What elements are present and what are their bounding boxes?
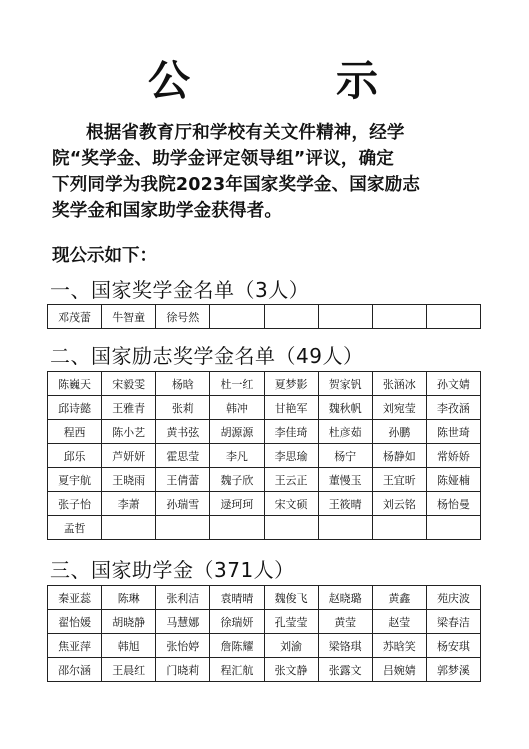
name-cell: 刘宛莹 (372, 396, 426, 420)
name-cell: 刘渝 (264, 634, 318, 658)
name-cell: 夏宇航 (48, 468, 102, 492)
name-cell (426, 305, 480, 329)
name-cell: 马慧娜 (156, 610, 210, 634)
section-heading-national-scholarship: 一、国家奖学金名单（3人） (50, 278, 310, 302)
name-cell: 焦亚萍 (48, 634, 102, 658)
name-cell: 黄鑫 (372, 586, 426, 610)
name-cell (156, 516, 210, 540)
name-cell: 邱诗懿 (48, 396, 102, 420)
name-cell: 陈小艺 (102, 420, 156, 444)
name-cell: 张子怡 (48, 492, 102, 516)
name-cell: 甘艳军 (264, 396, 318, 420)
name-cell: 黄书弦 (156, 420, 210, 444)
name-cell: 杨安琪 (426, 634, 480, 658)
name-cell: 牛智童 (102, 305, 156, 329)
name-cell: 孔莹莹 (264, 610, 318, 634)
name-cell (102, 516, 156, 540)
name-cell: 张莉 (156, 396, 210, 420)
name-cell: 袁晴晴 (210, 586, 264, 610)
name-cell: 韩冲 (210, 396, 264, 420)
name-cell: 秦亚蕊 (48, 586, 102, 610)
name-cell: 郭梦溪 (426, 658, 480, 682)
page-title (0, 56, 529, 106)
name-cell: 翟怡媛 (48, 610, 102, 634)
name-cell: 张文静 (264, 658, 318, 682)
name-cell: 王宜昕 (372, 468, 426, 492)
table-row (48, 468, 481, 492)
table-row (48, 634, 481, 658)
name-cell: 苑庆波 (426, 586, 480, 610)
table-row (48, 658, 481, 682)
title-char-2: 示 (336, 56, 379, 105)
name-cell: 李思瑜 (264, 444, 318, 468)
name-cell: 王晨红 (102, 658, 156, 682)
national-scholarship-table (47, 304, 481, 329)
name-cell: 魏子欣 (210, 468, 264, 492)
name-cell: 张涵冰 (372, 372, 426, 396)
name-cell: 孙鹏 (372, 420, 426, 444)
name-cell: 梁铬琪 (318, 634, 372, 658)
name-cell: 王倩蕾 (156, 468, 210, 492)
name-cell: 陈巍天 (48, 372, 102, 396)
name-cell: 魏秋帆 (318, 396, 372, 420)
table-row (48, 372, 481, 396)
name-cell: 詹陈耀 (210, 634, 264, 658)
name-cell (372, 305, 426, 329)
name-cell: 刘云铭 (372, 492, 426, 516)
name-cell (372, 516, 426, 540)
name-cell: 陈世琦 (426, 420, 480, 444)
name-cell: 王筱晴 (318, 492, 372, 516)
name-cell: 韩旭 (102, 634, 156, 658)
name-cell: 杜彦茹 (318, 420, 372, 444)
name-cell: 孟哲 (48, 516, 102, 540)
name-cell: 宋毅雯 (102, 372, 156, 396)
name-cell: 霍思莹 (156, 444, 210, 468)
name-cell: 王晓雨 (102, 468, 156, 492)
name-cell (318, 516, 372, 540)
name-cell: 邵尔涵 (48, 658, 102, 682)
name-cell: 杜一红 (210, 372, 264, 396)
name-cell: 李孜涵 (426, 396, 480, 420)
name-cell: 徐瑞妍 (210, 610, 264, 634)
name-cell: 杨晗 (156, 372, 210, 396)
intro-line: 根据省教育厅和学校有关文件精神，经学 (86, 123, 405, 143)
name-cell: 王云正 (264, 468, 318, 492)
name-cell: 张露文 (318, 658, 372, 682)
name-cell (318, 305, 372, 329)
intro-paragraph (52, 120, 472, 224)
table-row (48, 444, 481, 468)
subheading: 现公示如下： (52, 246, 157, 266)
name-cell: 李凡 (210, 444, 264, 468)
name-cell: 苏晗笑 (372, 634, 426, 658)
name-cell: 杨怡曼 (426, 492, 480, 516)
name-cell: 陈娅楠 (426, 468, 480, 492)
name-cell: 邱乐 (48, 444, 102, 468)
table-row (48, 305, 481, 329)
name-cell: 李萧 (102, 492, 156, 516)
name-cell: 王雅青 (102, 396, 156, 420)
inspirational-scholarship-table (47, 371, 481, 540)
name-cell: 黄莹 (318, 610, 372, 634)
name-cell: 陈琳 (102, 586, 156, 610)
name-cell: 芦妍妍 (102, 444, 156, 468)
table-row (48, 420, 481, 444)
name-cell: 夏梦影 (264, 372, 318, 396)
table-row (48, 492, 481, 516)
section-heading-national-grant: 三、国家助学金（371人） (50, 558, 295, 582)
table-row (48, 610, 481, 634)
name-cell (426, 516, 480, 540)
name-cell: 赵晓璐 (318, 586, 372, 610)
name-cell: 常娇娇 (426, 444, 480, 468)
name-cell: 杨静如 (372, 444, 426, 468)
name-cell: 魏俊飞 (264, 586, 318, 610)
name-cell (210, 305, 264, 329)
name-cell: 逯珂珂 (210, 492, 264, 516)
name-cell: 李佳琦 (264, 420, 318, 444)
table-row (48, 586, 481, 610)
title-char-1: 公 (148, 56, 191, 105)
name-cell: 徐号然 (156, 305, 210, 329)
name-cell (264, 305, 318, 329)
name-cell: 孙文婧 (426, 372, 480, 396)
name-cell: 杨宁 (318, 444, 372, 468)
name-cell: 贺家钒 (318, 372, 372, 396)
section-heading-inspirational-scholarship: 二、国家励志奖学金名单（49人） (50, 344, 364, 368)
national-grant-table (47, 585, 481, 682)
name-cell: 程汇航 (210, 658, 264, 682)
name-cell: 梁春洁 (426, 610, 480, 634)
name-cell: 赵莹 (372, 610, 426, 634)
name-cell: 门晓莉 (156, 658, 210, 682)
name-cell: 邓茂蕾 (48, 305, 102, 329)
name-cell: 胡晓静 (102, 610, 156, 634)
table-row (48, 396, 481, 420)
name-cell: 程西 (48, 420, 102, 444)
name-cell: 孙瑞雪 (156, 492, 210, 516)
name-cell: 张利洁 (156, 586, 210, 610)
name-cell (210, 516, 264, 540)
table-row (48, 516, 481, 540)
intro-line: 院“奖学金、助学金评定领导组”评议，确定 (52, 149, 395, 169)
intro-line: 奖学金和国家助学金获得者。 (52, 201, 283, 221)
name-cell (264, 516, 318, 540)
name-cell: 吕婉婧 (372, 658, 426, 682)
name-cell: 张怡婷 (156, 634, 210, 658)
name-cell: 宋文硕 (264, 492, 318, 516)
name-cell: 胡源源 (210, 420, 264, 444)
intro-line: 下列同学为我院2023年国家奖学金、国家励志 (52, 175, 421, 195)
name-cell: 董慢玉 (318, 468, 372, 492)
